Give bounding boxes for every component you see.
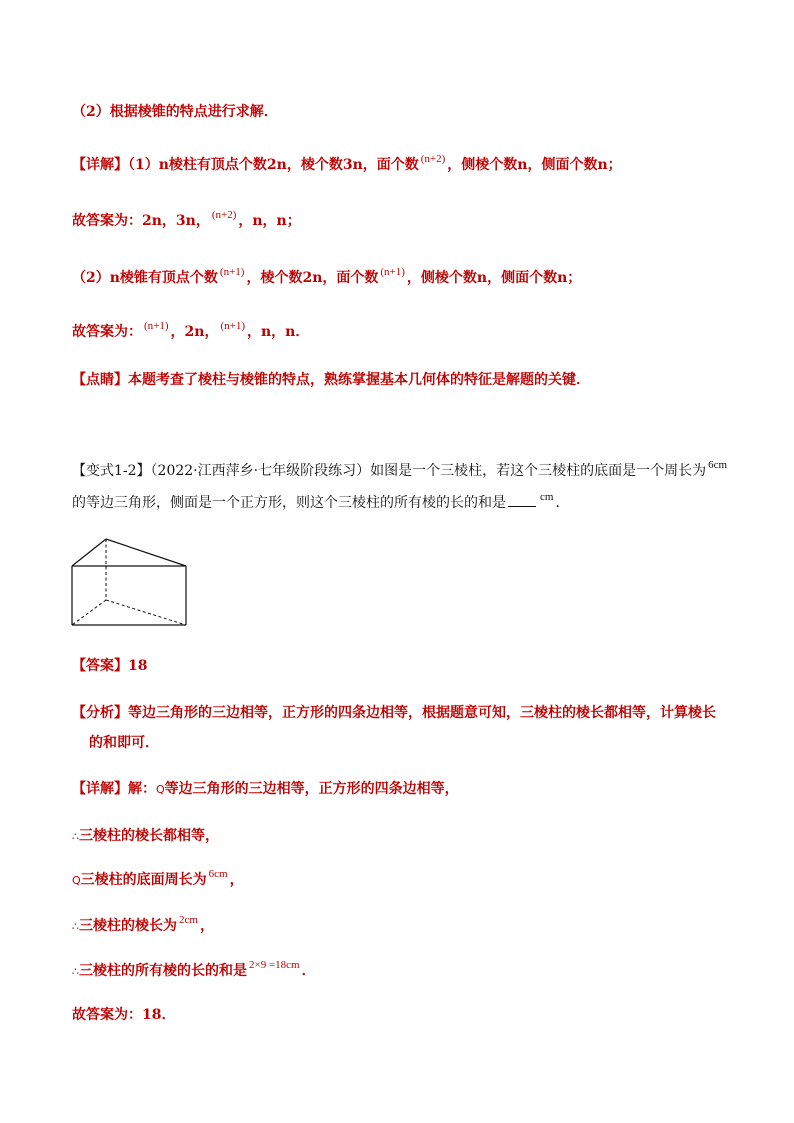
text: （2）n棱锥有顶点个数 — [72, 270, 218, 286]
text: 三棱柱的所有棱的长的和是 — [79, 963, 247, 979]
formula: (n+1) — [144, 320, 169, 332]
therefore-symbol: ∴ — [72, 965, 79, 978]
unit: cm — [540, 491, 554, 503]
because-symbol: Q — [156, 783, 165, 796]
answer-line-prism — [72, 211, 301, 232]
formula: 2×9 =18cm — [249, 959, 300, 971]
formula: (n+1) — [219, 266, 245, 278]
therefore-symbol: ∴ — [72, 920, 79, 933]
text: ，n，n． — [246, 324, 310, 340]
answer-value: 18 — [128, 658, 148, 674]
text: 三棱柱的棱长都相等， — [79, 828, 219, 844]
question-line-1 — [72, 461, 729, 482]
text: （1）n棱柱有顶点个数2n，棱个数3n，面个数 — [128, 157, 419, 173]
text: 故答案为：18． — [72, 1007, 176, 1023]
text: 等边三角形的三边相等，正方形的四条边相等，根据题意可知，三棱柱的棱长都相等，计算棱长 — [128, 705, 716, 721]
detail-line-2 — [72, 826, 219, 847]
answer-line — [72, 656, 147, 676]
text: 解： — [128, 781, 156, 797]
text: ， — [229, 872, 244, 888]
text: ． — [555, 495, 570, 511]
analysis-line-1 — [72, 703, 716, 723]
text: 故答案为：2n，3n， — [72, 213, 210, 229]
prism-hidden-edge — [72, 600, 106, 625]
text: 等边三角形的三边相等，正方形的四条边相等， — [164, 781, 459, 797]
question-text: 的等边三角形，侧面是一个正方形，则这个三棱柱的所有棱的长的和是 — [72, 495, 506, 511]
formula: 2cm — [179, 914, 198, 926]
analysis-tag: 【分析】 — [72, 705, 128, 721]
detail-line-pyramid — [72, 268, 581, 289]
text: ， — [199, 918, 214, 934]
prism-edge — [106, 539, 186, 566]
remark-tag: 【点睛】 — [72, 372, 128, 388]
question-text: 【变式1-2】（2022·江西萍乡·七年级阶段练习）如图是一个三棱柱，若这个三棱柱的底面是一个周长为 — [72, 463, 707, 479]
text: ，侧棱个数n，侧面个数n； — [406, 270, 582, 286]
detail-line-prism — [72, 155, 622, 176]
formula: (n+2) — [420, 153, 446, 165]
detail-line-4 — [72, 916, 214, 937]
remark-line — [72, 370, 590, 390]
text: ，侧棱个数n，侧面个数n； — [447, 157, 622, 173]
text: 三棱柱的底面周长为 — [80, 872, 207, 888]
triangular-prism-figure — [70, 536, 190, 628]
text: ，2n， — [170, 324, 219, 340]
detail-line-3 — [72, 870, 244, 891]
question-line-2 — [72, 493, 569, 514]
text: ，n，n； — [238, 213, 301, 229]
because-symbol: Q — [72, 874, 81, 887]
answer-blank — [508, 494, 536, 507]
formula: (n+1) — [380, 266, 405, 278]
text: 故答案为： — [72, 324, 142, 340]
text: 本题考查了棱柱与棱锥的特点，熟练掌握基本几何体的特征是解题的关键． — [128, 372, 590, 388]
text: 的和即可． — [89, 735, 159, 751]
therefore-symbol: ∴ — [72, 830, 79, 843]
formula: (n+1) — [220, 320, 245, 332]
solution-step-2 — [72, 102, 278, 122]
final-answer-line — [72, 1005, 175, 1025]
detail-tag: 【详解】 — [72, 157, 128, 173]
formula: 6cm — [208, 868, 228, 880]
detail-tag: 【详解】 — [72, 781, 128, 797]
detail-line-1 — [72, 779, 459, 800]
analysis-line-2 — [89, 733, 159, 753]
text: ． — [301, 963, 316, 979]
formula: (n+2) — [211, 209, 237, 221]
prism-edge — [72, 539, 106, 566]
text: 三棱柱的棱长为 — [79, 918, 177, 934]
text: （2）根据棱锥的特点进行求解． — [72, 104, 278, 120]
detail-line-5 — [72, 961, 316, 982]
text: ，棱个数2n，面个数 — [246, 270, 379, 286]
answer-line-pyramid — [72, 322, 309, 343]
prism-hidden-edge — [106, 600, 186, 625]
answer-tag: 【答案】 — [72, 658, 128, 674]
formula: 6cm — [708, 459, 728, 471]
